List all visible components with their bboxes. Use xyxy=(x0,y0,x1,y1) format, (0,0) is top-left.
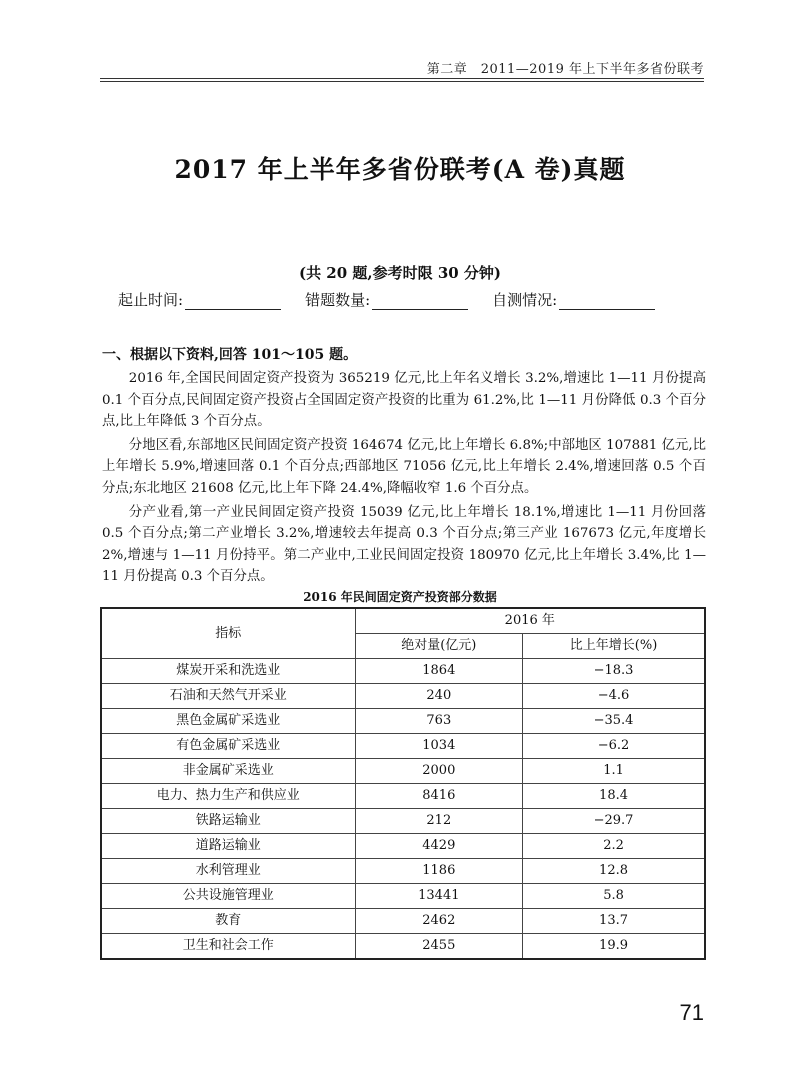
row-absolute: 240 xyxy=(355,684,522,709)
header-rule-double xyxy=(100,81,704,82)
row-growth: −4.6 xyxy=(523,684,705,709)
row-growth: −6.2 xyxy=(523,734,705,759)
row-indicator: 道路运输业 xyxy=(101,834,355,859)
row-absolute: 1034 xyxy=(355,734,522,759)
table-row xyxy=(101,734,705,759)
row-indicator: 卫生和社会工作 xyxy=(101,934,355,960)
row-growth: 1.1 xyxy=(523,759,705,784)
table-row xyxy=(101,784,705,809)
self-test-field xyxy=(492,289,655,310)
row-indicator: 铁路运输业 xyxy=(101,809,355,834)
row-absolute: 2462 xyxy=(355,909,522,934)
row-growth: 5.8 xyxy=(523,884,705,909)
passage xyxy=(102,368,706,590)
table-row xyxy=(101,884,705,909)
row-growth: 13.7 xyxy=(523,909,705,934)
start-end-time-label: 起止时间: xyxy=(118,291,184,309)
table-row xyxy=(101,759,705,784)
row-growth: −29.7 xyxy=(523,809,705,834)
header-rule xyxy=(100,78,704,79)
row-growth: 12.8 xyxy=(523,859,705,884)
table-row xyxy=(101,659,705,684)
page-title: 2017 年上半年多省份联考(A 卷)真题 xyxy=(174,155,626,184)
exam-info: (共 20 题,参考时限 30 分钟) xyxy=(298,264,502,282)
table-row xyxy=(101,684,705,709)
row-indicator: 黑色金属矿采选业 xyxy=(101,709,355,734)
passage-paragraph: 2016 年,全国民间固定资产投资为 365219 亿元,比上年名义增长 3.2%,增速比 1—11 月份提高 0.1 个百分点,民间固定资产投资占全国固定资产投资的比重为 61.2%,比 1—11 月份降低 0.3 个百分点,比上年降低 3 个百分点。 xyxy=(102,371,706,430)
header-year: 2016 年 xyxy=(355,608,705,634)
header-absolute: 绝对量(亿元) xyxy=(355,634,522,659)
table-row xyxy=(101,709,705,734)
table-row xyxy=(101,809,705,834)
row-growth: 19.9 xyxy=(523,934,705,960)
row-indicator: 石油和天然气开采业 xyxy=(101,684,355,709)
row-absolute: 2000 xyxy=(355,759,522,784)
row-indicator: 教育 xyxy=(101,909,355,934)
row-indicator: 水利管理业 xyxy=(101,859,355,884)
self-test-label: 自测情况: xyxy=(492,291,558,309)
row-absolute: 13441 xyxy=(355,884,522,909)
row-indicator: 电力、热力生产和供应业 xyxy=(101,784,355,809)
row-growth: 2.2 xyxy=(523,834,705,859)
row-growth: 18.4 xyxy=(523,784,705,809)
row-indicator: 煤炭开采和洗选业 xyxy=(101,659,355,684)
start-end-time-blank xyxy=(185,293,281,310)
self-test-blank xyxy=(559,293,655,310)
passage-paragraph: 分地区看,东部地区民间固定资产投资 164674 亿元,比上年增长 6.8%;中部地区 107881 亿元,比上年增长 5.9%,增速回落 0.1 个百分点;西部地区 71056 亿元,比上年增长 2.4%,增速回落 0.5 个百分点;东北地区 21608 亿元,比上年下降 24.4%,降幅收窄 1.6 个百分点。 xyxy=(102,437,706,496)
section-heading: 一、根据以下资料,回答 101～105 题。 xyxy=(102,347,358,363)
table-row xyxy=(101,859,705,884)
row-absolute: 763 xyxy=(355,709,522,734)
row-absolute: 4429 xyxy=(355,834,522,859)
row-growth: −18.3 xyxy=(523,659,705,684)
running-head: 第二章 2011—2019 年上下半年多省份联考 xyxy=(426,62,704,77)
investment-table xyxy=(100,607,706,960)
table-row xyxy=(101,934,705,960)
row-indicator: 非金属矿采选业 xyxy=(101,759,355,784)
table-row xyxy=(101,834,705,859)
row-absolute: 212 xyxy=(355,809,522,834)
row-indicator: 公共设施管理业 xyxy=(101,884,355,909)
row-absolute: 1864 xyxy=(355,659,522,684)
wrong-count-field xyxy=(305,289,468,310)
wrong-count-label: 错题数量: xyxy=(305,291,371,309)
row-indicator: 有色金属矿采选业 xyxy=(101,734,355,759)
row-absolute: 1186 xyxy=(355,859,522,884)
row-absolute: 8416 xyxy=(355,784,522,809)
table-row xyxy=(101,909,705,934)
page-number: 71 xyxy=(679,1000,704,1025)
start-end-time-field xyxy=(118,289,281,310)
row-growth: −35.4 xyxy=(523,709,705,734)
table-caption: 2016 年民间固定资产投资部分数据 xyxy=(303,590,497,604)
header-indicator: 指标 xyxy=(101,608,355,659)
header-growth: 比上年增长(%) xyxy=(523,634,705,659)
row-absolute: 2455 xyxy=(355,934,522,960)
self-test-tracker xyxy=(118,289,698,310)
wrong-count-blank xyxy=(372,293,468,310)
passage-paragraph: 分产业看,第一产业民间固定资产投资 15039 亿元,比上年增长 18.1%,增速比 1—11 月份回落 0.5 个百分点;第二产业增长 3.2%,增速较去年提高 0.3 个百分点;第三产业 167673 亿元,年度增长 2%,增速与 1—11 月份持平。第二产业中,工业民间固定投资 180970 亿元,比上年增长 3.4%,比 1—11 月份提高 0.3 个百分点。 xyxy=(102,504,706,585)
